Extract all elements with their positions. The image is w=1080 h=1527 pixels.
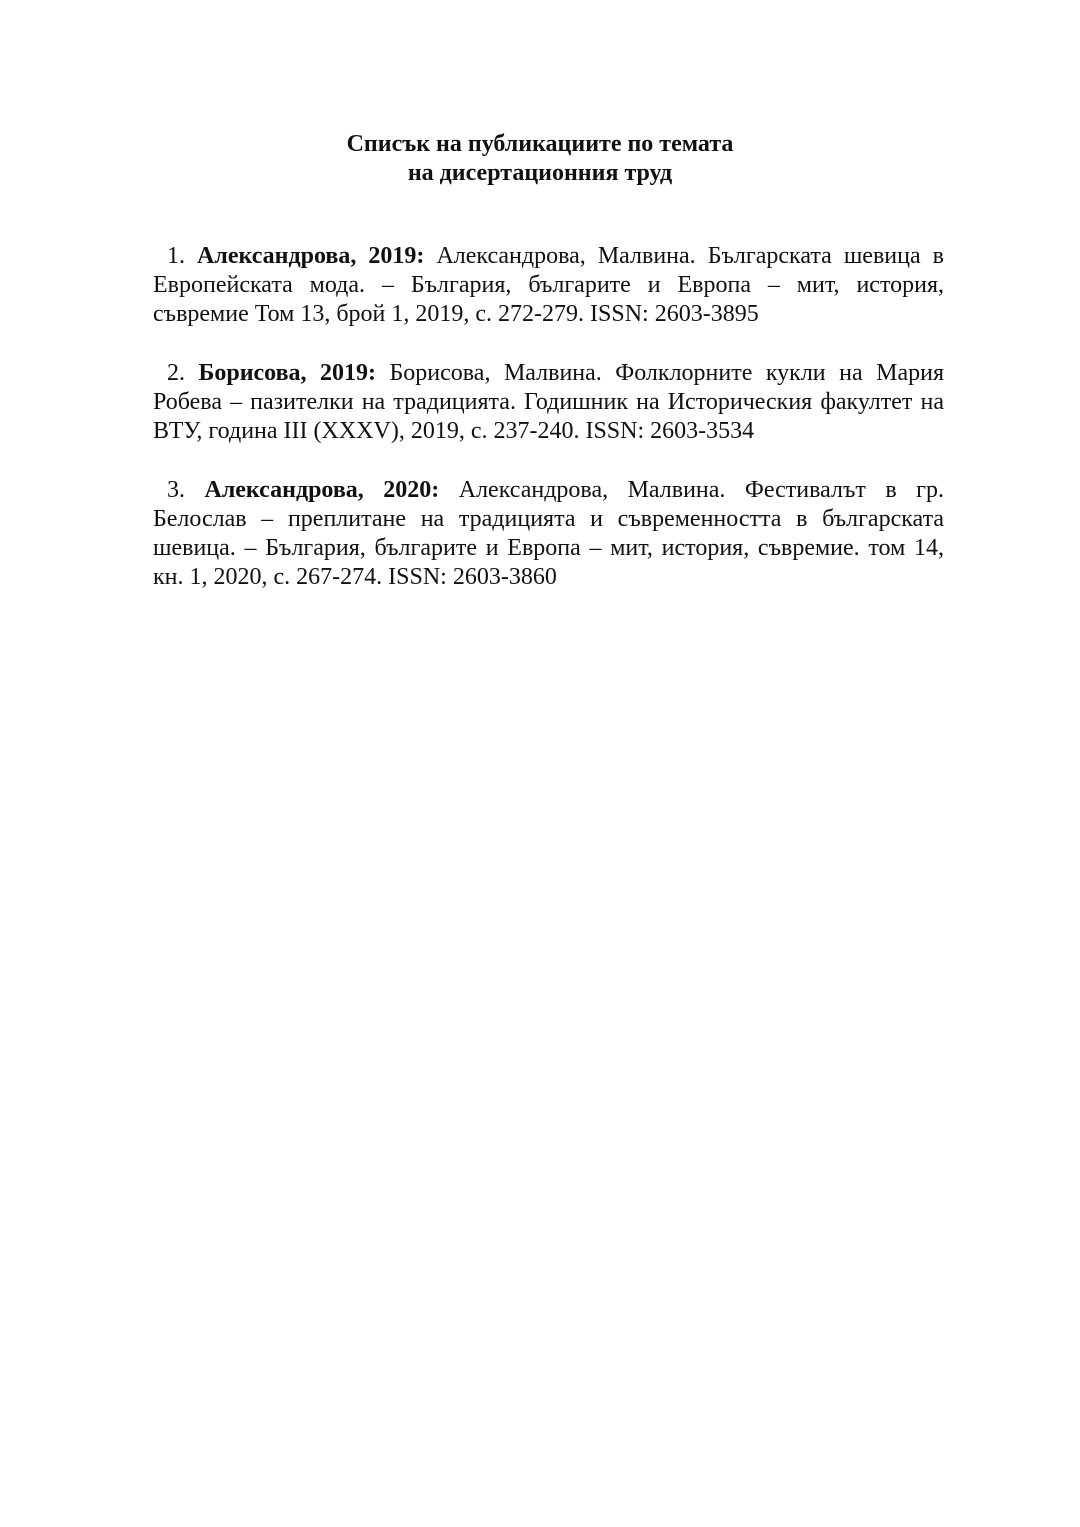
publication-citation-key: Борисова, 2019: [198,360,377,386]
publication-item-1 [153,242,944,329]
publication-number: 2. [167,360,185,386]
title-line-1: Списък на публикациите по темата [346,131,734,157]
title-line-2: на дисертационния труд [407,160,673,186]
publication-item-2 [153,359,944,446]
publication-number: 1. [167,243,185,269]
publication-number: 3. [167,477,185,503]
publication-citation-key: Александрова, 2019: [197,243,425,269]
publication-text: Борисова, Малвина. Фолклорните кукли на Мария Робева – пазителки на традицията. Годишник на Историческия факултет на ВТУ, година III (XXXV), 2019, с. 237-240. ISSN: 2603-3534 [153,360,944,444]
page-title [0,130,1080,188]
publication-citation-key: Александрова, 2020: [204,477,440,503]
publication-item-3 [153,476,944,592]
publication-text: Александрова, Малвина. Фестивалът в гр. Белослав – преплитане на традицията и съвременността в българската шевица. – България, българите и Европа – мит, история, съвремие. том 14, кн. 1, 2020, с. 267-274. ISSN: 2603-3860 [153,477,944,590]
publication-text: Александрова, Малвина. Българската шевица в Европейската мода. – България, българите и Европа – мит, история, съвремие Том 13, брой 1, 2019, с. 272-279. ISSN: 2603-3895 [153,243,945,327]
publication-list [153,242,944,622]
